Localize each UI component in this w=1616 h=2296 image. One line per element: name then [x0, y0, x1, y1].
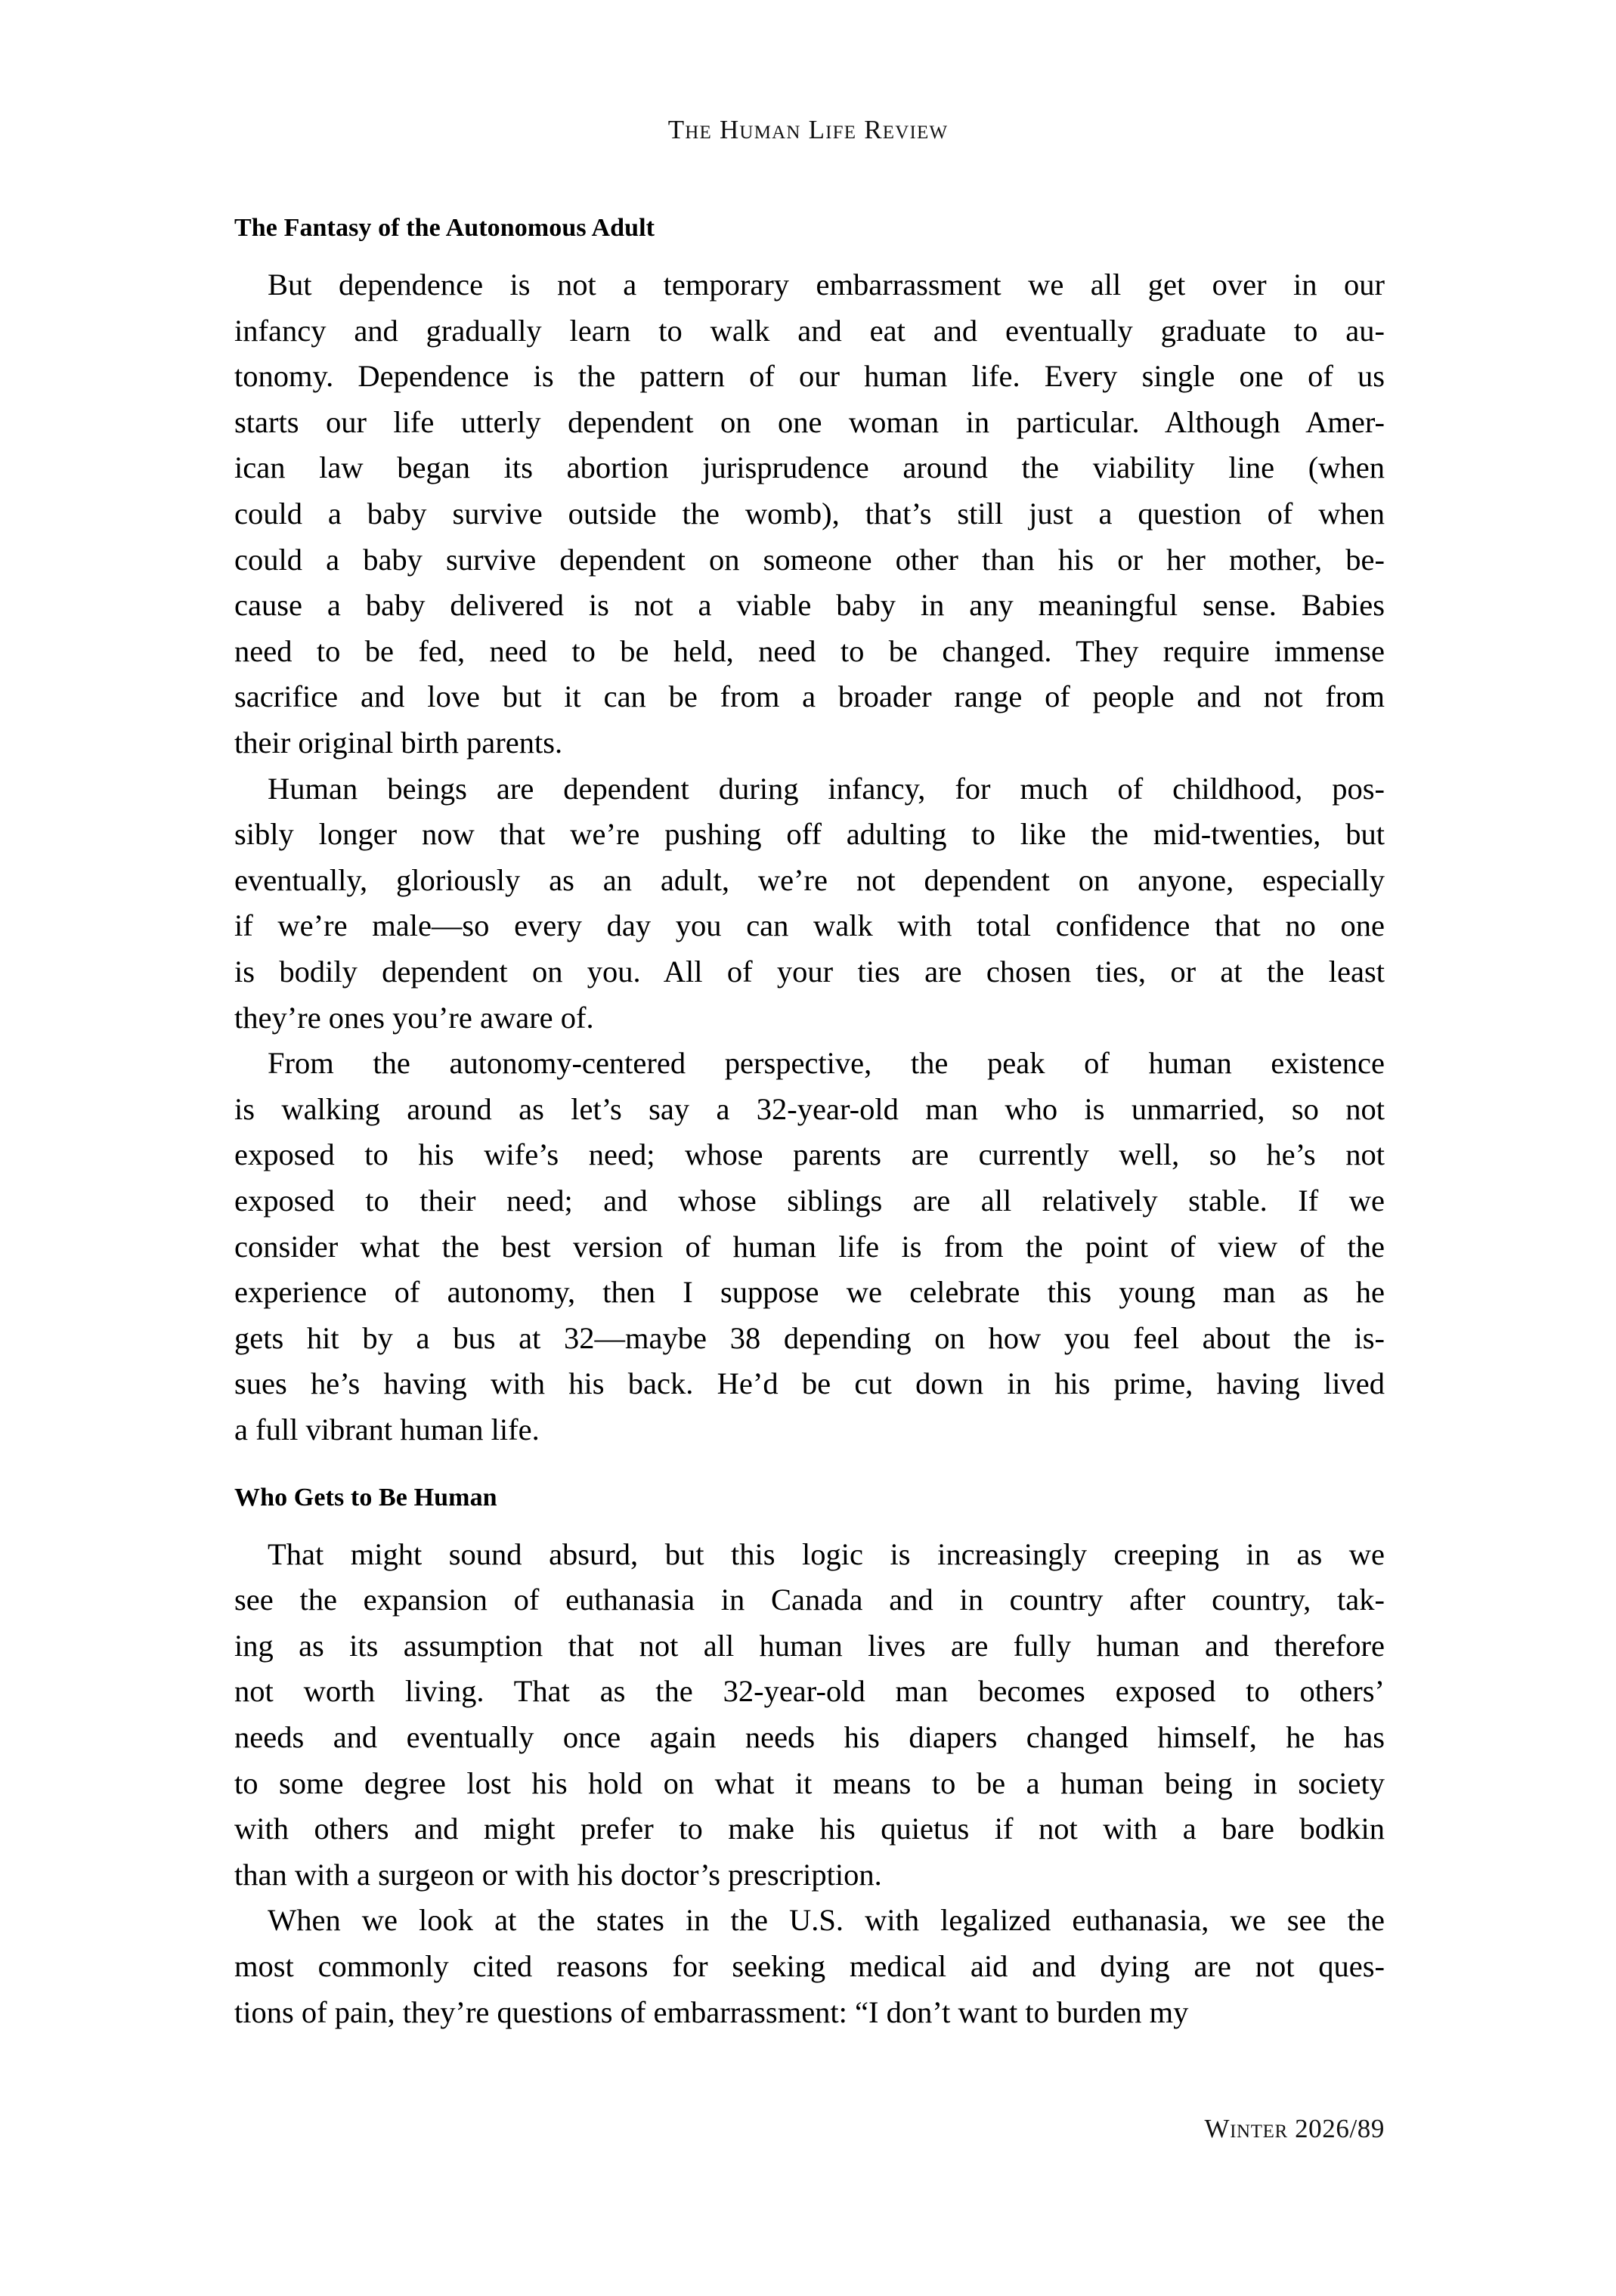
text-line: is bodily dependent on you. All of your ties are chosen ties, or at the least — [234, 955, 1385, 989]
text-line: is walking around as let’s say a 32-year-old man who is unmarried, so not — [234, 1091, 1385, 1126]
section-heading: Who Gets to Be Human — [234, 1483, 497, 1512]
text-line: exposed to their need; and whose siblings are all relatively stable. If we — [234, 1183, 1385, 1218]
text-line: could a baby survive outside the womb), that’s still just a question of when — [234, 497, 1385, 531]
section-heading: The Fantasy of the Autonomous Adult — [234, 214, 655, 242]
running-header — [0, 115, 1616, 145]
text-line: most commonly cited reasons for seeking medical aid and dying are not ques- — [234, 1948, 1385, 1983]
text-line: see the expansion of euthanasia in Canada and in country after country, tak- — [234, 1583, 1385, 1617]
text-line: Human beings are dependent during infancy, for much of childhood, pos- — [268, 771, 1385, 806]
paragraph — [234, 766, 1385, 1041]
text-line: than with a surgeon or with his doctor’s prescription. — [234, 1857, 882, 1892]
footer-issue-and-page: Winter 2026/89 — [1204, 2114, 1385, 2143]
text-line: When we look at the states in the U.S. with legalized euthanasia, we see the — [268, 1903, 1385, 1938]
text-line: tions of pain, they’re questions of embarrassment: “I don’t want to burden my — [234, 1994, 1189, 2029]
text-line: consider what the best version of human life is from the point of view of the — [234, 1229, 1385, 1264]
text-line: needs and eventually once again needs his diapers changed himself, he has — [234, 1720, 1385, 1754]
paragraph — [234, 1898, 1385, 2035]
text-line: their original birth parents. — [234, 726, 563, 760]
text-line: starts our life utterly dependent on one woman in particular. Although Amer- — [234, 404, 1385, 439]
text-line: experience of autonomy, then I suppose we celebrate this young man as he — [234, 1275, 1385, 1310]
paragraph — [234, 1532, 1385, 1898]
paragraph — [234, 1041, 1385, 1453]
text-line: not worth living. That as the 32-year-old man becomes exposed to others’ — [234, 1674, 1385, 1709]
text-line: That might sound absurd, but this logic is increasingly creeping in as we — [268, 1536, 1385, 1571]
text-line: sues he’s having with his back. He’d be cut down in his prime, having lived — [234, 1366, 1385, 1401]
text-line: cause a baby delivered is not a viable baby in any meaningful sense. Babies — [234, 588, 1385, 623]
text-line: could a baby survive dependent on someone other than his or her mother, be- — [234, 542, 1385, 577]
text-line: sibly longer now that we’re pushing off adulting to like the mid-twenties, but — [234, 817, 1385, 852]
text-line: sacrifice and love but it can be from a broader range of people and not from — [234, 679, 1385, 714]
text-line: if we’re male—so every day you can walk with total confidence that no one — [234, 908, 1385, 943]
text-line: with others and might prefer to make his quietus if not with a bare bodkin — [234, 1812, 1385, 1846]
text-line: ing as its assumption that not all human lives are fully human and therefore — [234, 1628, 1385, 1663]
text-line: exposed to his wife’s need; whose parents are currently well, so he’s not — [234, 1137, 1385, 1172]
text-line: From the autonomy-centered perspective, the peak of human existence — [268, 1046, 1385, 1081]
text-line: a full vibrant human life. — [234, 1412, 540, 1447]
text-line: But dependence is not a temporary embarrassment we all get over in our — [268, 268, 1385, 302]
running-header-title: The Human Life Review — [667, 115, 949, 144]
page-footer — [0, 2114, 1616, 2144]
text-line: infancy and gradually learn to walk and eat and eventually graduate to au- — [234, 313, 1385, 348]
text-line: need to be fed, need to be held, need to be changed. They require immense — [234, 633, 1385, 668]
text-line: they’re ones you’re aware of. — [234, 1000, 594, 1035]
text-line: tonomy. Dependence is the pattern of our human life. Every single one of us — [234, 359, 1385, 394]
text-line: ican law began its abortion jurisprudence around the viability line (when — [234, 450, 1385, 485]
text-line: eventually, gloriously as an adult, we’re not dependent on anyone, especially — [234, 862, 1385, 897]
text-line: gets hit by a bus at 32—maybe 38 depending on how you feel about the is- — [234, 1320, 1385, 1355]
article-body — [234, 213, 1385, 2035]
paragraph — [234, 262, 1385, 766]
text-line: to some degree lost his hold on what it means to be a human being in society — [234, 1765, 1385, 1800]
